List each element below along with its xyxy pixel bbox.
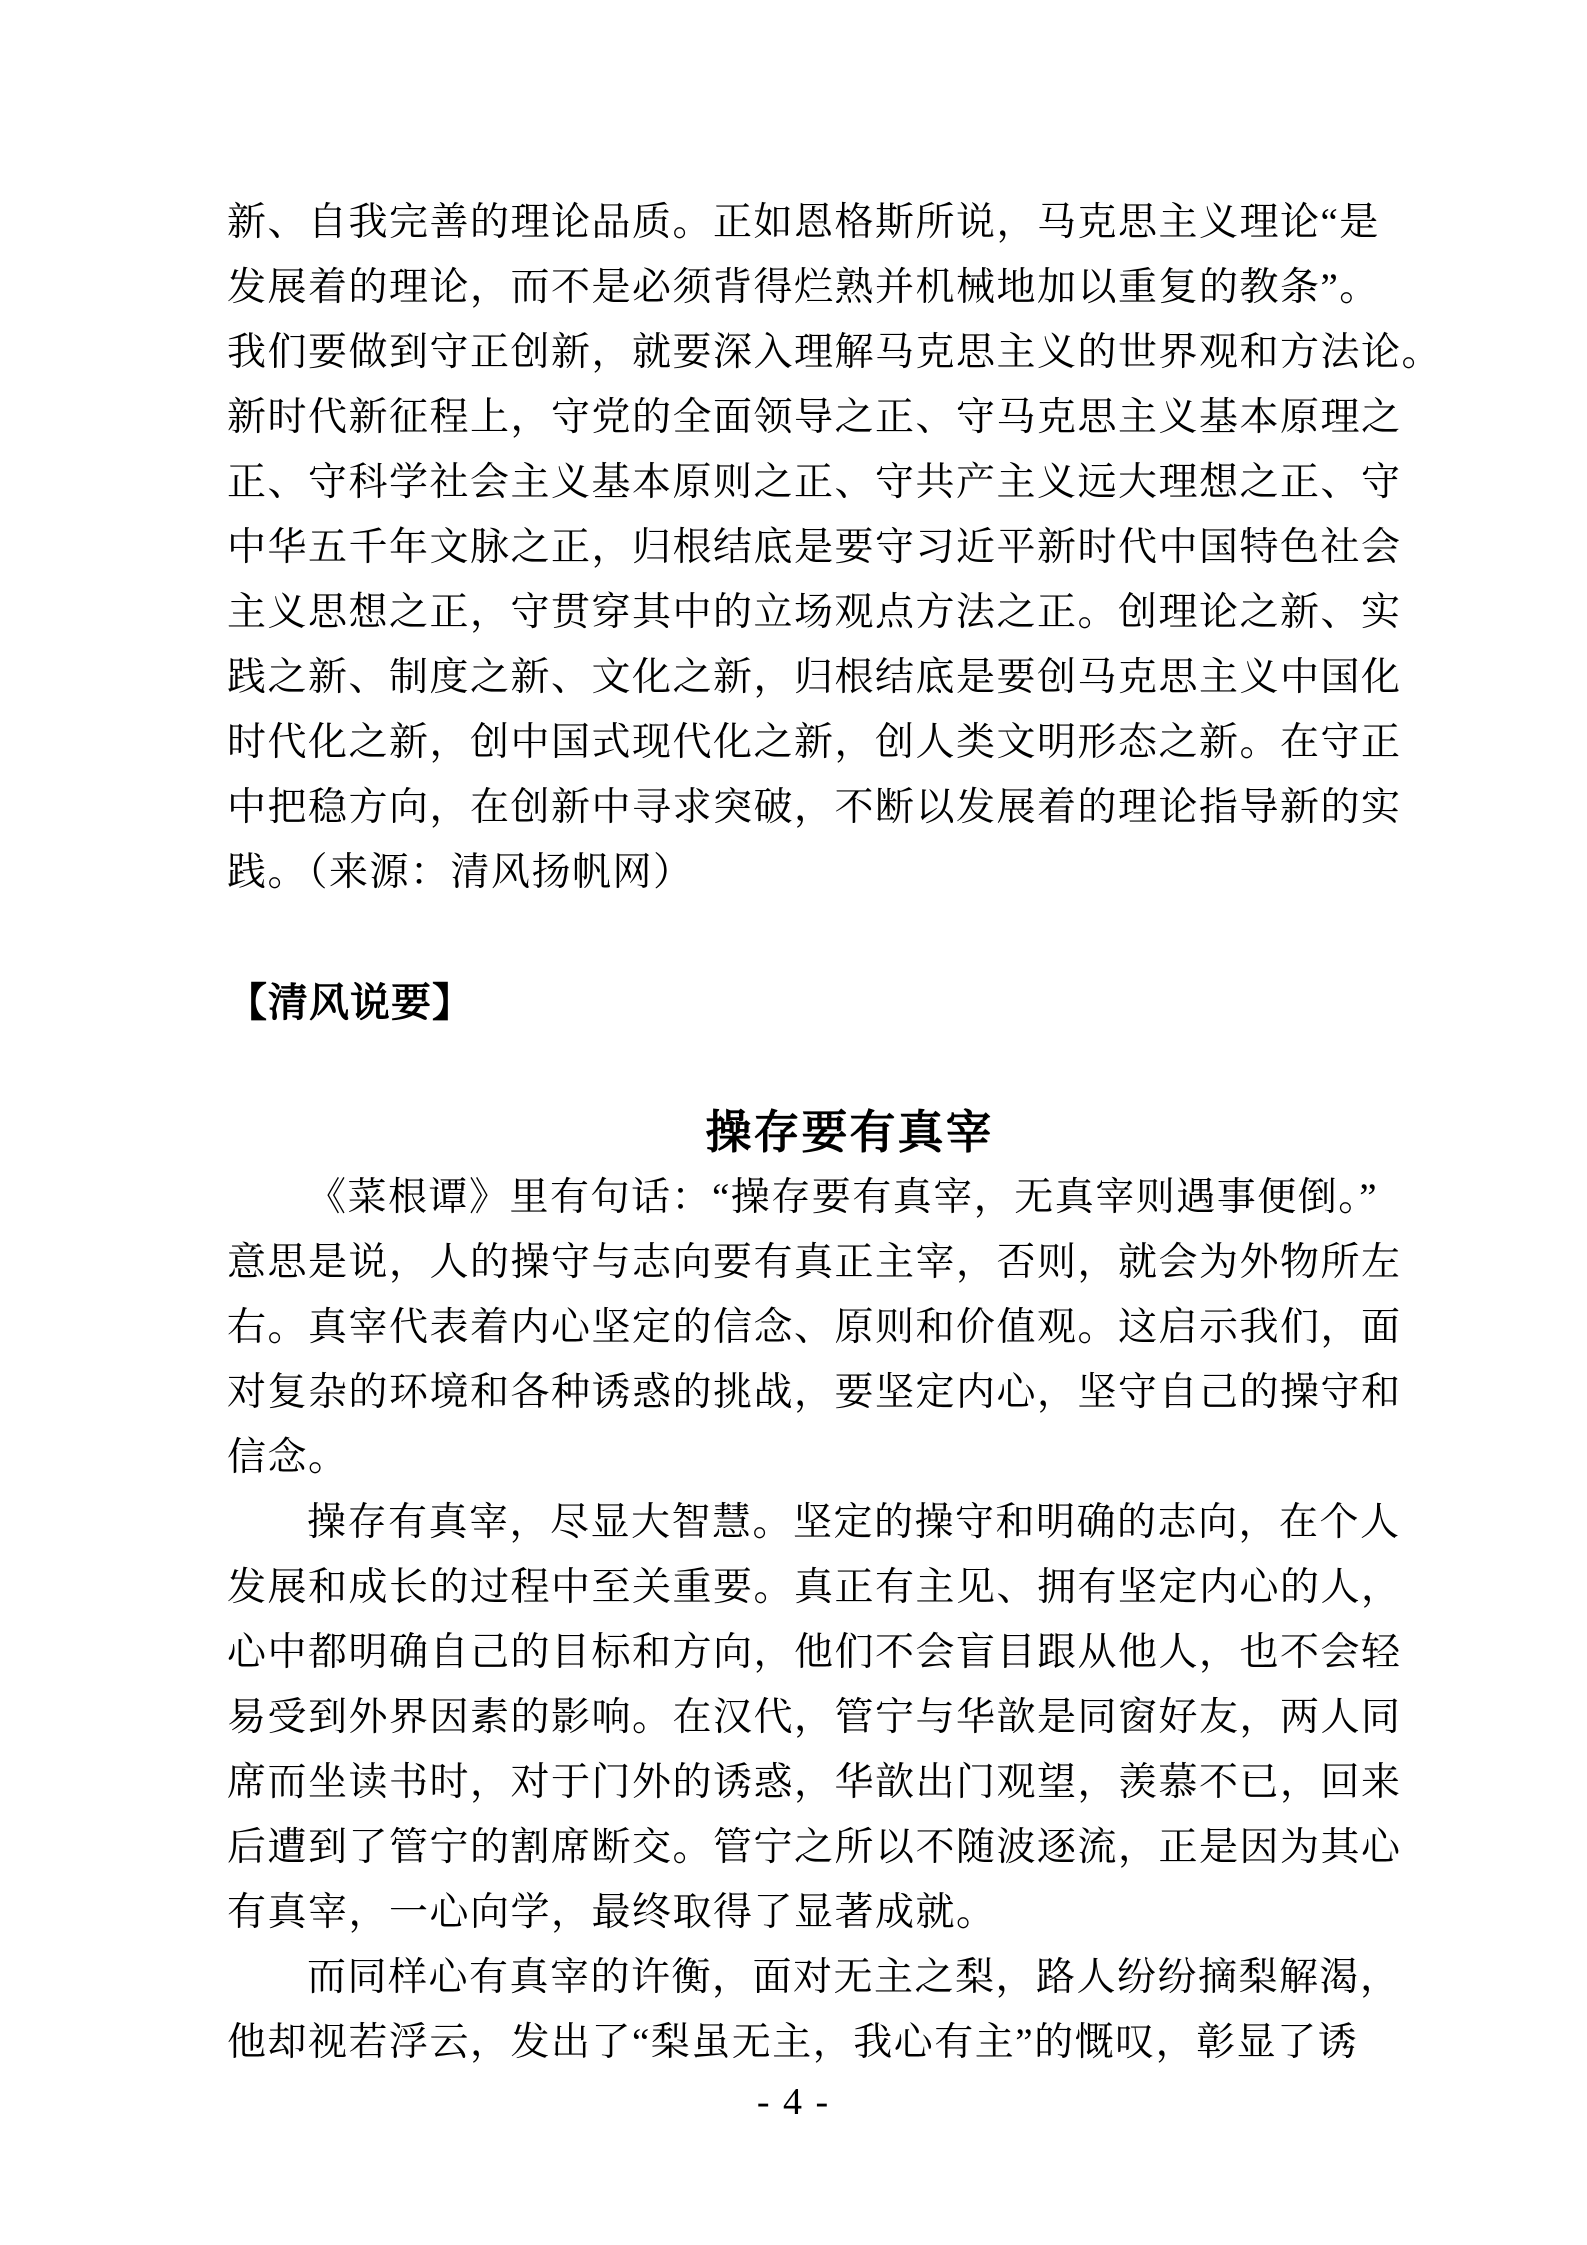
paragraph-quote <box>227 1165 1402 1490</box>
paragraph-xuheng <box>227 1945 1401 2075</box>
text-line: 信念。 <box>227 1436 349 1479</box>
text-line: 对复杂的环境和各种诱惑的挑战，要坚定内心，坚守自己的操守和 <box>227 1371 1402 1414</box>
paragraph-continuation <box>227 190 1443 905</box>
text-line: 意思是说，人的操守与志向要有真正主宰，否则，就会为外物所左 <box>227 1241 1402 1284</box>
text-line: 席而坐读书时，对于门外的诱惑，华歆出门观望，羡慕不已，回来 <box>227 1761 1402 1804</box>
text-line: 践。（来源：清风扬帆网） <box>227 851 694 894</box>
text-line: 有真宰，一心向学，最终取得了显著成就。 <box>227 1891 997 1934</box>
text-line: 正、守科学社会主义基本原则之正、守共产主义远大理想之正、守 <box>227 461 1402 504</box>
text-line: 时代化之新，创中国式现代化之新，创人类文明形态之新。在守正 <box>227 721 1402 764</box>
text-line: 心中都明确自己的目标和方向，他们不会盲目跟从他人，也不会轻 <box>227 1631 1402 1674</box>
blank-line <box>227 1035 1392 1100</box>
text-line: 他却视若浮云，发出了“梨虽无主，我心有主”的慨叹，彰显了诱 <box>227 2021 1359 2064</box>
document-body <box>227 190 1443 2075</box>
text-line: 中把稳方向，在创新中寻求突破，不断以发展着的理论指导新的实 <box>227 786 1402 829</box>
text-line: 践之新、制度之新、文化之新，归根结底是要创马克思主义中国化 <box>227 656 1402 699</box>
text-line: 我们要做到守正创新，就要深入理解马克思主义的世界观和方法论。 <box>227 331 1443 374</box>
text-line: 《菜根谭》里有句话：“操存要有真宰，无真宰则遇事便倒。” <box>307 1176 1379 1219</box>
text-line: 操存有真宰，尽显大智慧。坚定的操守和明确的志向，在个人 <box>307 1501 1401 1544</box>
essay-title: 操存要有真宰 <box>705 1107 994 1158</box>
blank-line <box>227 905 1392 970</box>
text-line: 新、自我完善的理论品质。正如恩格斯所说，马克思主义理论“是 <box>227 201 1380 244</box>
text-line: 后遭到了管宁的割席断交。管宁之所以不随波逐流，正是因为其心 <box>227 1826 1402 1869</box>
page-number: - 4 - <box>756 2081 831 2123</box>
text-line: 发展和成长的过程中至关重要。真正有主见、拥有坚定内心的人， <box>227 1566 1402 1609</box>
text-line: 主义思想之正，守贯穿其中的立场观点方法之正。创理论之新、实 <box>227 591 1402 634</box>
section-header: 【清风说要】 <box>227 980 473 1025</box>
text-line: 新时代新征程上，守党的全面领导之正、守马克思主义基本原理之 <box>227 396 1402 439</box>
text-line: 而同样心有真宰的许衡，面对无主之梨，路人纷纷摘梨解渴， <box>307 1956 1401 1999</box>
text-line: 中华五千年文脉之正，归根结底是要守习近平新时代中国特色社会 <box>227 526 1402 569</box>
paragraph-wisdom <box>227 1490 1402 1945</box>
text-line: 发展着的理论，而不是必须背得烂熟并机械地加以重复的教条”。 <box>227 266 1380 309</box>
text-line: 右。真宰代表着内心坚定的信念、原则和价值观。这启示我们，面 <box>227 1306 1402 1349</box>
text-line: 易受到外界因素的影响。在汉代，管宁与华歆是同窗好友，两人同 <box>227 1696 1402 1739</box>
